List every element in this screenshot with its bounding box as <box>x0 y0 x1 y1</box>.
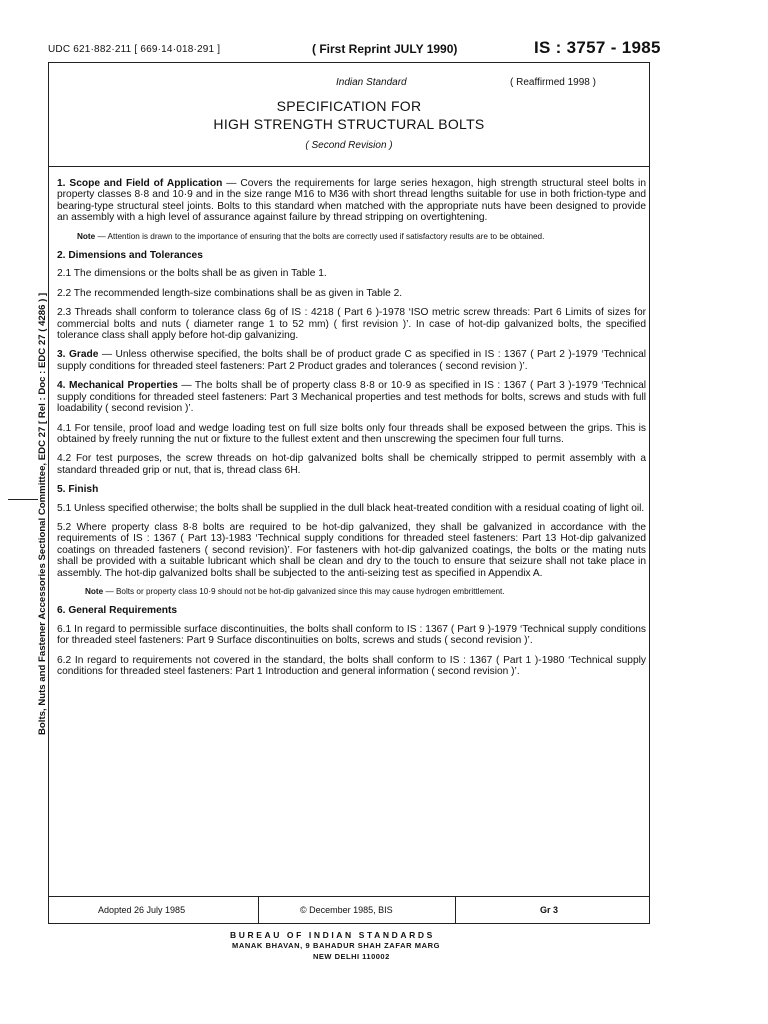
note-text: — Bolts or property class 10·9 should not be hot-dip galvanized since this may cause hydrogen embrittlement. <box>103 586 505 596</box>
section-1 <box>57 178 646 224</box>
publisher-city: NEW DELHI 110002 <box>313 952 390 961</box>
clause-2-2: 2.2 The recommended length-size combinations shall be as given in Table 2. <box>57 287 403 299</box>
note-2 <box>57 587 646 596</box>
section-text: — The bolts shall be of property class 8·8 or 10·9 as specified in IS : 1367 ( Part 3 )-1979 ‘Technical supply conditions for threaded steel fasteners: Part 3 Mechanical properties and test methods for bolts, screws and studs with full loadability ( second revision )’. <box>57 380 646 415</box>
document-body <box>57 178 646 685</box>
clause-6-2: 6.2 In regard to requirements not covered in the standard, the bolts shall conform to IS : 1367 ( Part 1 )-1980 ‘Technical supply conditions for threaded steel fasteners: Part 1 Introduction and general information ( second revision )’. <box>57 654 646 677</box>
standard-number: IS : 3757 - 1985 <box>534 38 661 57</box>
section-3 <box>57 349 646 372</box>
indian-standard-label: Indian Standard <box>336 77 407 88</box>
reprint-note: ( First Reprint JULY 1990) <box>312 42 458 56</box>
note-label: Note <box>85 586 104 596</box>
clause-2-3: 2.3 Threads shall conform to tolerance class 6g of IS : 4218 ( Part 6 )-1978 ‘ISO metric screw threads: Part 6 Limits of sizes for commercial bolts and nuts ( diameter range 1 to 52 mm) ( first revision )’. In case of hot-dip galvanized bolts, the specified tolerance class shall apply before hot-dip galvanizing. <box>57 307 646 342</box>
footer-column-divider <box>455 896 456 924</box>
clause-5-1: 5.1 Unless specified otherwise; the bolts shall be supplied in the dull black heat-treated condition with a residual coating of light oil. <box>57 502 645 514</box>
footer-divider <box>48 896 650 897</box>
reaffirmed-label: ( Reaffirmed 1998 ) <box>510 77 596 88</box>
committee-reference: Bolts, Nuts and Fastener Accessories Sectional Committee, EDC 27 [ Rel : Doc : EDC 27 ( 4286 ) ] <box>37 292 48 735</box>
section-text: — Unless otherwise specified, the bolts shall be of product grade C as specified in IS : 1367 ( Part 2 )-1979 ‘Technical supply conditions for threaded steel fasteners: Part 2 Product grades and tolerances ( second revision )’. <box>57 349 646 372</box>
note-1 <box>57 232 646 241</box>
clause-4-1: 4.1 For tensile, proof load and wedge loading test on full size bolts only four threads shall be exposed between the grips. This is obtained by freely running the nut or fixture to the fullest extent and then unscrewing the specimen four full turns. <box>57 422 646 445</box>
document-title-line2: HIGH STRENGTH STRUCTURAL BOLTS <box>213 116 485 132</box>
publisher-address: MANAK BHAVAN, 9 BAHADUR SHAH ZAFAR MARG <box>232 941 441 950</box>
footer-column-divider <box>258 896 259 924</box>
clause-4-2: 4.2 For test purposes, the screw threads on hot-dip galvanized bolts shall be chemically stripped to permit assembly with a standard threaded grip or nut, that is, thread class 6H. <box>57 453 646 476</box>
copyright-notice: © December 1985, BIS <box>300 905 393 915</box>
clause-6-1: 6.1 In regard to permissible surface discontinuities, the bolts shall conform to IS : 1367 ( Part 9 )-1979 ‘Technical supply conditions for threaded steel fasteners: Part 9 Surface discontinuities on bolts, screws and studs ( second revision )’. <box>57 623 646 647</box>
margin-mark <box>8 499 38 500</box>
section-heading: 3. Grade <box>57 349 99 361</box>
clause-2-1: 2.1 The dimensions or the bolts shall be as given in Table 1. <box>57 268 327 280</box>
section-heading: 4. Mechanical Properties <box>57 380 178 392</box>
section-heading: 1. Scope and Field of Application <box>57 178 223 189</box>
revision-label: ( Second Revision ) <box>305 140 393 151</box>
section-2-heading: 2. Dimensions and Tolerances <box>57 250 203 262</box>
document-title-line1: SPECIFICATION FOR <box>276 98 422 114</box>
note-text: — Attention is drawn to the importance of ensuring that the bolts are correctly used if satisfactory results are to be obtained. <box>95 231 545 241</box>
publisher-name: BUREAU OF INDIAN STANDARDS <box>230 930 435 940</box>
note-label: Note <box>77 231 96 241</box>
adopted-date: Adopted 26 July 1985 <box>98 905 186 915</box>
section-6-heading: 6. General Requirements <box>57 605 178 617</box>
section-text: — Covers the requirements for large series hexagon, high strength structural steel bolts in property classes 8·8 and 10·9 and in the size range M16 to M36 with short thread lengths suitable for use in both friction-type and bearing-type structural steel joints. Bolts to this standard when matched with the appropriate nuts have been designed to provide an assembly with a high level of assurance against failure by thread stripping on overtightening. <box>57 178 646 224</box>
section-5-heading: 5. Finish <box>57 484 99 496</box>
udc-code: UDC 621·882·211 [ 669·14·018·291 ] <box>48 44 221 55</box>
clause-5-2: 5.2 Where property class 8·8 bolts are required to be hot-dip galvanized, they shall be galvanized in accordance with the requirements of IS : 1367 ( Part 13)-1983 ‘Technical supply conditions for threaded steel fasteners: Part 13 Hot-dip galvanized coatings on threaded fasteners ( second revision)’. For fasteners with hot-dip galvanized coatings, the bolts or the mating nuts shall be provided with a suitable lubricant which shall be clean and dry to the touch to ensure that seizure shall not take place in assembly. The hot-dip galvanized bolts shall be subjected to the anti-seizing test as specified in Appendix A. <box>57 521 646 579</box>
section-4 <box>57 380 646 414</box>
title-divider <box>48 166 650 167</box>
price-group: Gr 3 <box>540 905 559 915</box>
